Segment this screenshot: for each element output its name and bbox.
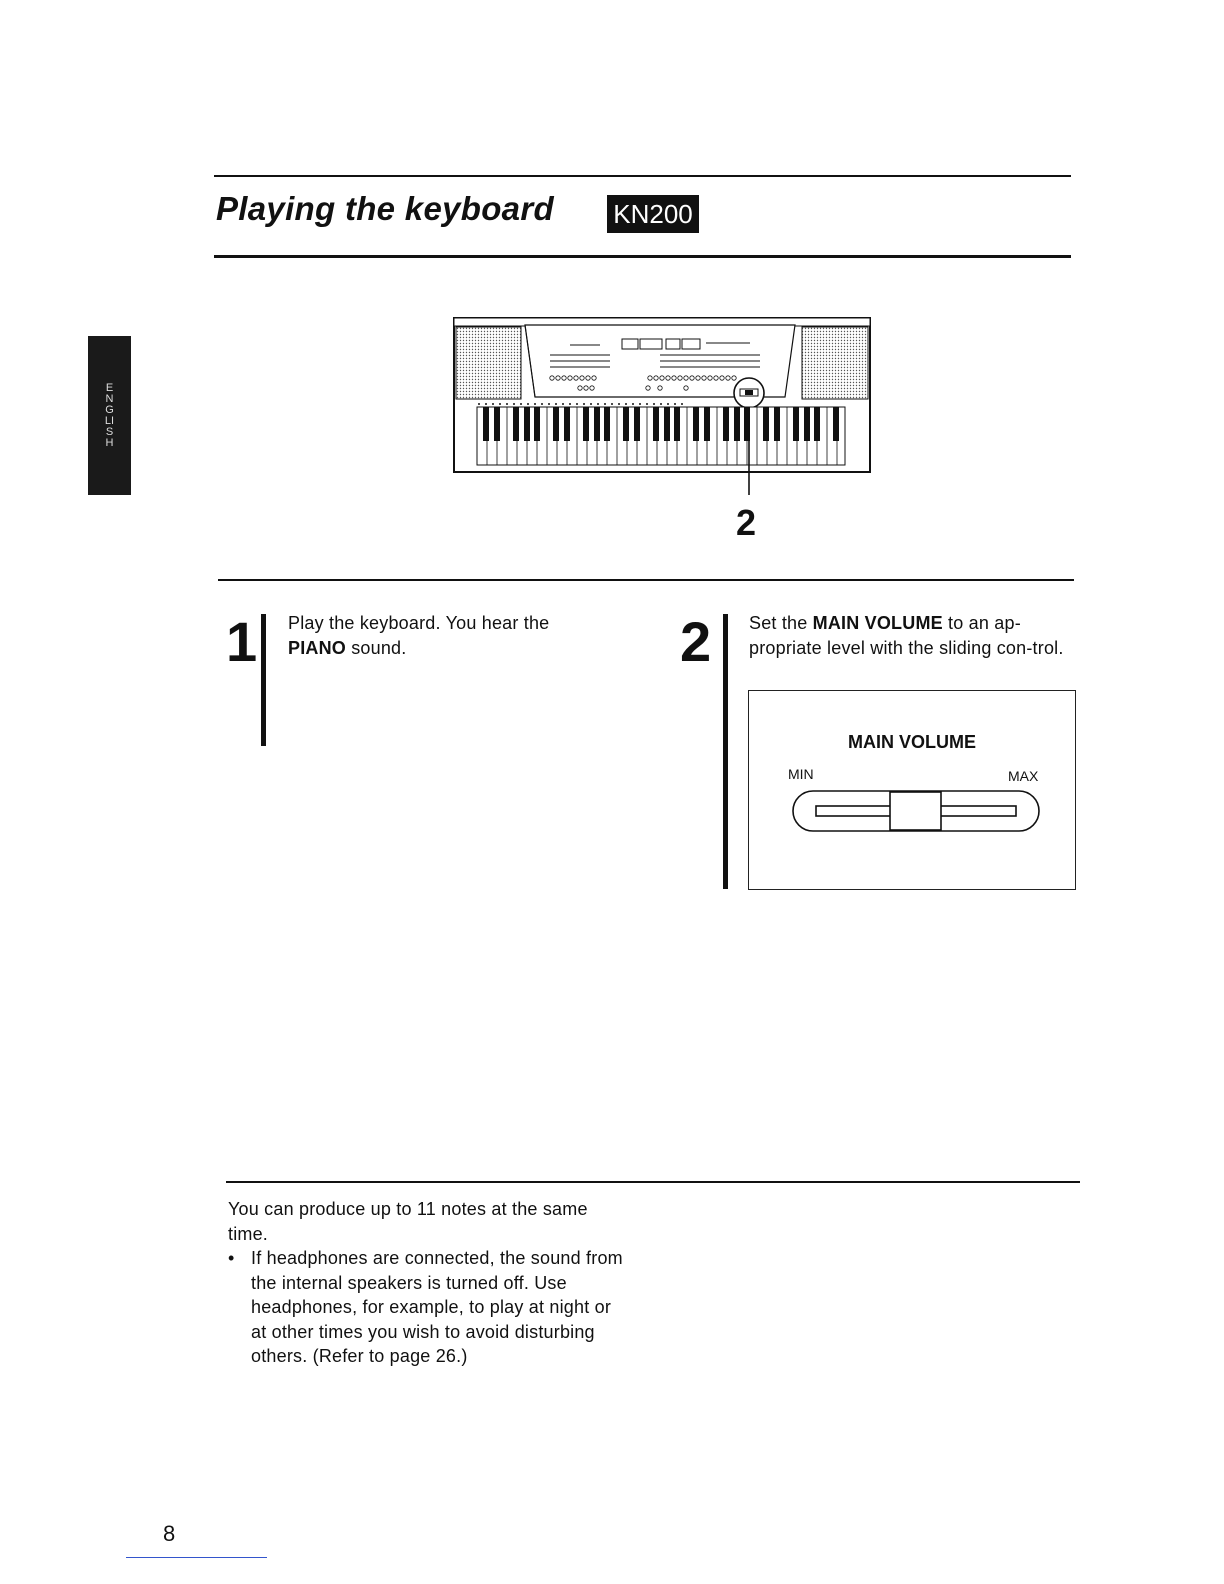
header-bottom-rule — [214, 255, 1071, 258]
main-volume-keyword: MAIN VOLUME — [812, 613, 943, 633]
step-2-number: 2 — [680, 610, 712, 673]
page-title: Playing the keyboard — [216, 190, 554, 227]
notes-list — [228, 1246, 628, 1369]
keyboard-illustration — [450, 315, 875, 495]
list-item — [228, 1246, 628, 1369]
right-speaker-grille — [802, 327, 868, 399]
slider-knob — [890, 792, 941, 830]
min-label: MIN — [788, 766, 814, 782]
step-1-bar — [261, 614, 266, 746]
max-label: MAX — [1008, 768, 1039, 784]
volume-slider-illustration — [791, 787, 1041, 837]
section-divider — [218, 579, 1074, 581]
main-volume-diagram — [748, 690, 1076, 890]
callout-label: 2 — [736, 502, 757, 543]
header-top-rule — [214, 175, 1071, 177]
footer-link-line — [126, 1557, 267, 1558]
main-volume-title: MAIN VOLUME — [848, 732, 976, 752]
step-2-text: Set the MAIN VOLUME to an ap-propriate level with the sliding con-trol. — [749, 613, 1064, 658]
page-number: 8 — [163, 1521, 176, 1546]
keyboard-keys — [477, 407, 845, 465]
model-badge: KN200 — [607, 195, 699, 233]
language-side-tab-label: ENGLISH — [104, 381, 115, 449]
step-2-bar — [723, 614, 728, 889]
step-1-text: Play the keyboard. You hear the PIANO sound. — [288, 613, 550, 658]
notes-intro: You can produce up to 11 notes at the same time. — [228, 1199, 588, 1244]
left-speaker-grille — [456, 327, 521, 399]
piano-keyword: PIANO — [288, 638, 347, 658]
step-1-number: 1 — [226, 610, 258, 673]
notes-block — [228, 1197, 628, 1369]
notes-bullet-text: If headphones are connected, the sound from the internal speakers is turned off. Use headphones, for example, to play at night or at other times you wish to avoid disturbing others. (Refer to page 26.) — [251, 1248, 623, 1366]
notes-divider — [226, 1181, 1080, 1183]
bullet-icon: • — [228, 1248, 235, 1268]
language-side-tab — [88, 336, 131, 495]
